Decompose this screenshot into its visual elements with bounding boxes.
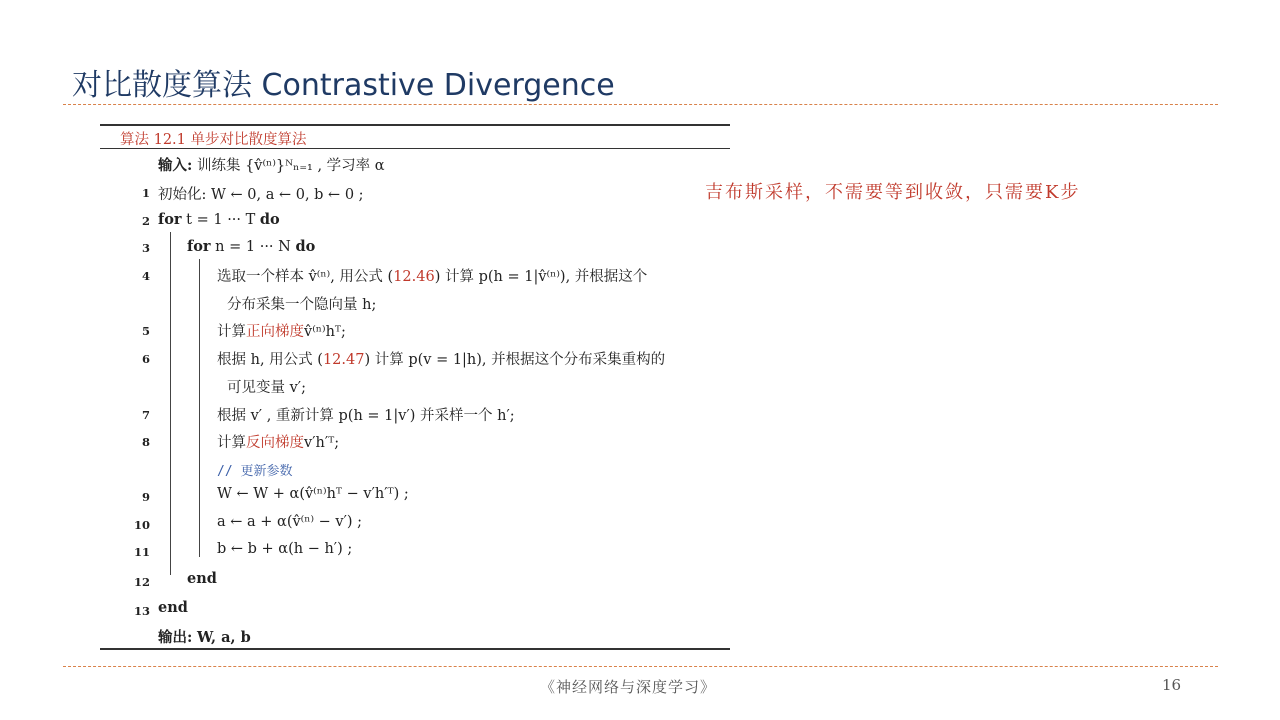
- line-number: 3: [141, 241, 150, 255]
- update-comment: // 更新参数: [217, 464, 293, 479]
- loop-range: n = 1 ··· N: [210, 239, 296, 255]
- output-text: W, a, b: [196, 629, 251, 646]
- algorithm-output: [158, 626, 251, 647]
- keyword-for: for: [187, 238, 211, 255]
- line-4-text: 选取一个样本 v̂⁽ⁿ⁾, 用公式 (: [217, 269, 394, 285]
- page-number: 16: [1162, 676, 1182, 694]
- slide-title: 对比散度算法 Contrastive Divergence: [72, 68, 615, 103]
- line-4-text-end: ) 计算 p(h = 1|v̂⁽ⁿ⁾), 并根据这个: [434, 269, 648, 285]
- line-number: 11: [133, 545, 150, 559]
- positive-gradient-label: 正向梯度: [246, 324, 304, 340]
- line-6-continuation: 可见变量 v′;: [227, 380, 306, 396]
- line-8-formula: v′h′ᵀ;: [304, 435, 340, 451]
- line-12-end: end: [187, 570, 217, 587]
- algorithm-input: [158, 154, 385, 175]
- line-number: 5: [141, 324, 150, 338]
- equation-ref: 12.47: [322, 352, 365, 368]
- line-1: 初始化: W ← 0, a ← 0, b ← 0 ;: [158, 187, 364, 203]
- line-4: [217, 265, 647, 286]
- top-divider: [63, 104, 1218, 105]
- line-number: 9: [141, 490, 150, 504]
- algorithm-caption-rule: [100, 148, 730, 149]
- line-6-text: 根据 h, 用公式 (: [217, 352, 323, 368]
- line-number: 6: [141, 352, 150, 366]
- algorithm-top-rule: [100, 124, 730, 126]
- line-8-text: 计算: [217, 435, 246, 451]
- negative-gradient-label: 反向梯度: [246, 435, 304, 451]
- line-number: 1: [141, 186, 150, 200]
- line-6-text-end: ) 计算 p(v = 1|h), 并根据这个分布采集重构的: [364, 352, 666, 368]
- keyword-do: do: [259, 211, 280, 228]
- line-6: [217, 348, 665, 369]
- line-8: [217, 431, 339, 452]
- line-number: 4: [141, 269, 150, 283]
- inner-loop-bar: [199, 259, 200, 557]
- line-5-formula: v̂⁽ⁿ⁾hᵀ;: [304, 324, 346, 340]
- loop-range: t = 1 ··· T: [181, 212, 260, 228]
- line-number: 10: [133, 518, 150, 532]
- bottom-divider: [63, 666, 1218, 667]
- line-13-end: end: [158, 599, 188, 616]
- book-title-footer: 《神经网络与深度学习》: [540, 678, 717, 696]
- line-number: 7: [141, 408, 150, 422]
- keyword-for: for: [158, 211, 182, 228]
- equation-ref: 12.46: [393, 269, 435, 285]
- line-number: 13: [133, 604, 150, 618]
- line-5: [217, 320, 346, 341]
- line-9: W ← W + α(v̂⁽ⁿ⁾hᵀ − v′h′ᵀ) ;: [217, 486, 409, 502]
- line-11: b ← b + α(h − h′) ;: [217, 541, 353, 557]
- line-4-continuation: 分布采集一个隐向量 h;: [227, 297, 377, 313]
- line-number: 8: [141, 435, 150, 449]
- input-text: 训练集 {v̂⁽ⁿ⁾}ᴺₙ₌₁ , 学习率 α: [196, 158, 385, 174]
- line-2: [158, 211, 280, 228]
- algorithm-caption: 算法 12.1 单步对比散度算法: [120, 132, 307, 148]
- line-10: a ← a + α(v̂⁽ⁿ⁾ − v′) ;: [217, 514, 363, 530]
- outer-loop-bar: [170, 232, 171, 575]
- output-label: 输出:: [158, 629, 193, 646]
- keyword-do: do: [295, 238, 316, 255]
- input-label: 输入:: [158, 157, 193, 174]
- annotation-note: 吉布斯采样，不需要等到收敛，只需要K步: [705, 182, 1081, 203]
- line-7: 根据 v′ , 重新计算 p(h = 1|v′) 并采样一个 h′;: [217, 408, 515, 424]
- line-3: [187, 238, 315, 255]
- line-number: 2: [141, 214, 150, 228]
- line-5-text: 计算: [217, 324, 246, 340]
- algorithm-bottom-rule: [100, 648, 730, 650]
- line-number: 12: [133, 575, 150, 589]
